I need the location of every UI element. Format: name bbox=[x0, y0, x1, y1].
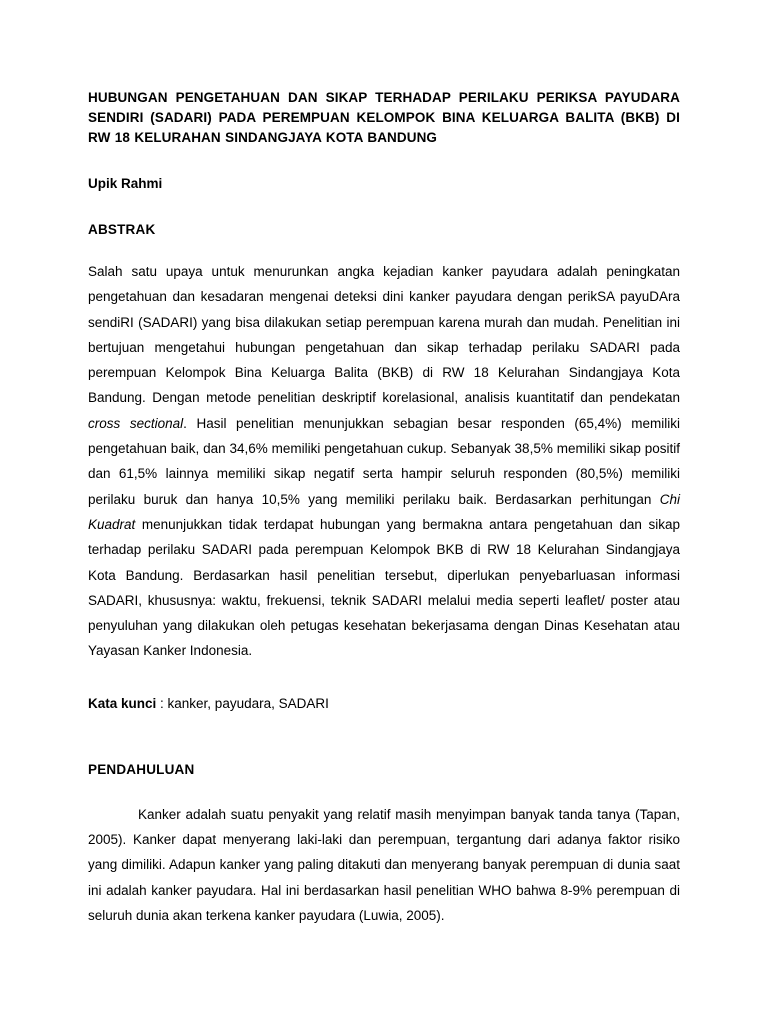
introduction-paragraph: Kanker adalah suatu penyakit yang relatif masih menyimpan banyak tanda tanya (Tapan, 2005). Kanker dapat menyerang laki-laki dan perempuan, tergantung dari adanya faktor risiko yang dimiliki. Adapun kanker yang paling ditakuti dan menyerang banyak perempuan di dunia saat ini adalah kanker payudara. Hal ini berdasarkan hasil penelitian WHO bahwa 8-9% perempuan di seluruh dunia akan terkena kanker payudara (Luwia, 2005). bbox=[88, 806, 680, 923]
introduction-heading: PENDAHULUAN bbox=[88, 761, 195, 777]
abstract-text-segment-2: . Hasil penelitian menunjukkan sebagian besar responden (65,4%) memiliki pengetahuan baik, dan 34,6% memiliki pengetahuan cukup. Sebanyak 38,5% memiliki sikap positif dan 61,5% lainnya memiliki sikap negatif serta hampir seluruh responden (80,5%) memiliki perilaku buruk dan hanya 10,5% yang memiliki perilaku baik. Berdasarkan perhitungan bbox=[88, 415, 680, 507]
abstract-paragraph bbox=[88, 259, 680, 664]
abstract-italic-cross-sectional: cross sectional bbox=[88, 415, 184, 431]
abstract-text-segment-3: menunjukkan tidak terdapat hubungan yang bermakna antara pengetahuan dan sikap terhadap perilaku SADARI pada perempuan Kelompok BKB di RW 18 Kelurahan Sindangjaya Kota Bandung. Berdasarkan hasil penelitian tersebut, diperlukan penyebarluasan informasi SADARI, khususnya: waktu, frekuensi, teknik SADARI melalui media seperti leaflet/ poster atau penyuluhan yang dilakukan oleh petugas kesehatan bekerjasama dengan Dinas Kesehatan atau Yayasan Kanker Indonesia. bbox=[88, 516, 680, 659]
keywords-label: Kata kunci bbox=[88, 695, 157, 711]
document-content bbox=[88, 88, 680, 928]
abstract-italic-chi-kuadrat: Chi Kuadrat bbox=[88, 491, 680, 532]
author-name: Upik Rahmi bbox=[88, 176, 163, 191]
page-title: HUBUNGAN PENGETAHUAN DAN SIKAP TERHADAP PERILAKU PERIKSA PAYUDARA SENDIRI (SADARI) PADA PEREMPUAN KELOMPOK BINA KELUARGA BALITA (BKB) DI RW 18 KELURAHAN SINDANGJAYA KOTA BANDUNG bbox=[88, 90, 680, 145]
keywords-line bbox=[88, 691, 680, 716]
abstract-text-segment-1: Salah satu upaya untuk menurunkan angka kejadian kanker payudara adalah peningkatan pengetahuan dan kesadaran mengenai deteksi dini kanker payudara dengan perikSA payuDAra sendiRI (SADARI) yang bisa dilakukan setiap perempuan karena murah dan mudah. Penelitian ini bertujuan mengetahui hubungan pengetahuan dan sikap terhadap perilaku SADARI pada perempuan Kelompok Bina Keluarga Balita (BKB) di RW 18 Kelurahan Sindangjaya Kota Bandung. Dengan metode penelitian deskriptif korelasional, analisis kuantitatif dan pendekatan bbox=[88, 264, 680, 406]
keywords-value: : kanker, payudara, SADARI bbox=[156, 695, 329, 711]
abstract-heading: ABSTRAK bbox=[88, 222, 156, 237]
